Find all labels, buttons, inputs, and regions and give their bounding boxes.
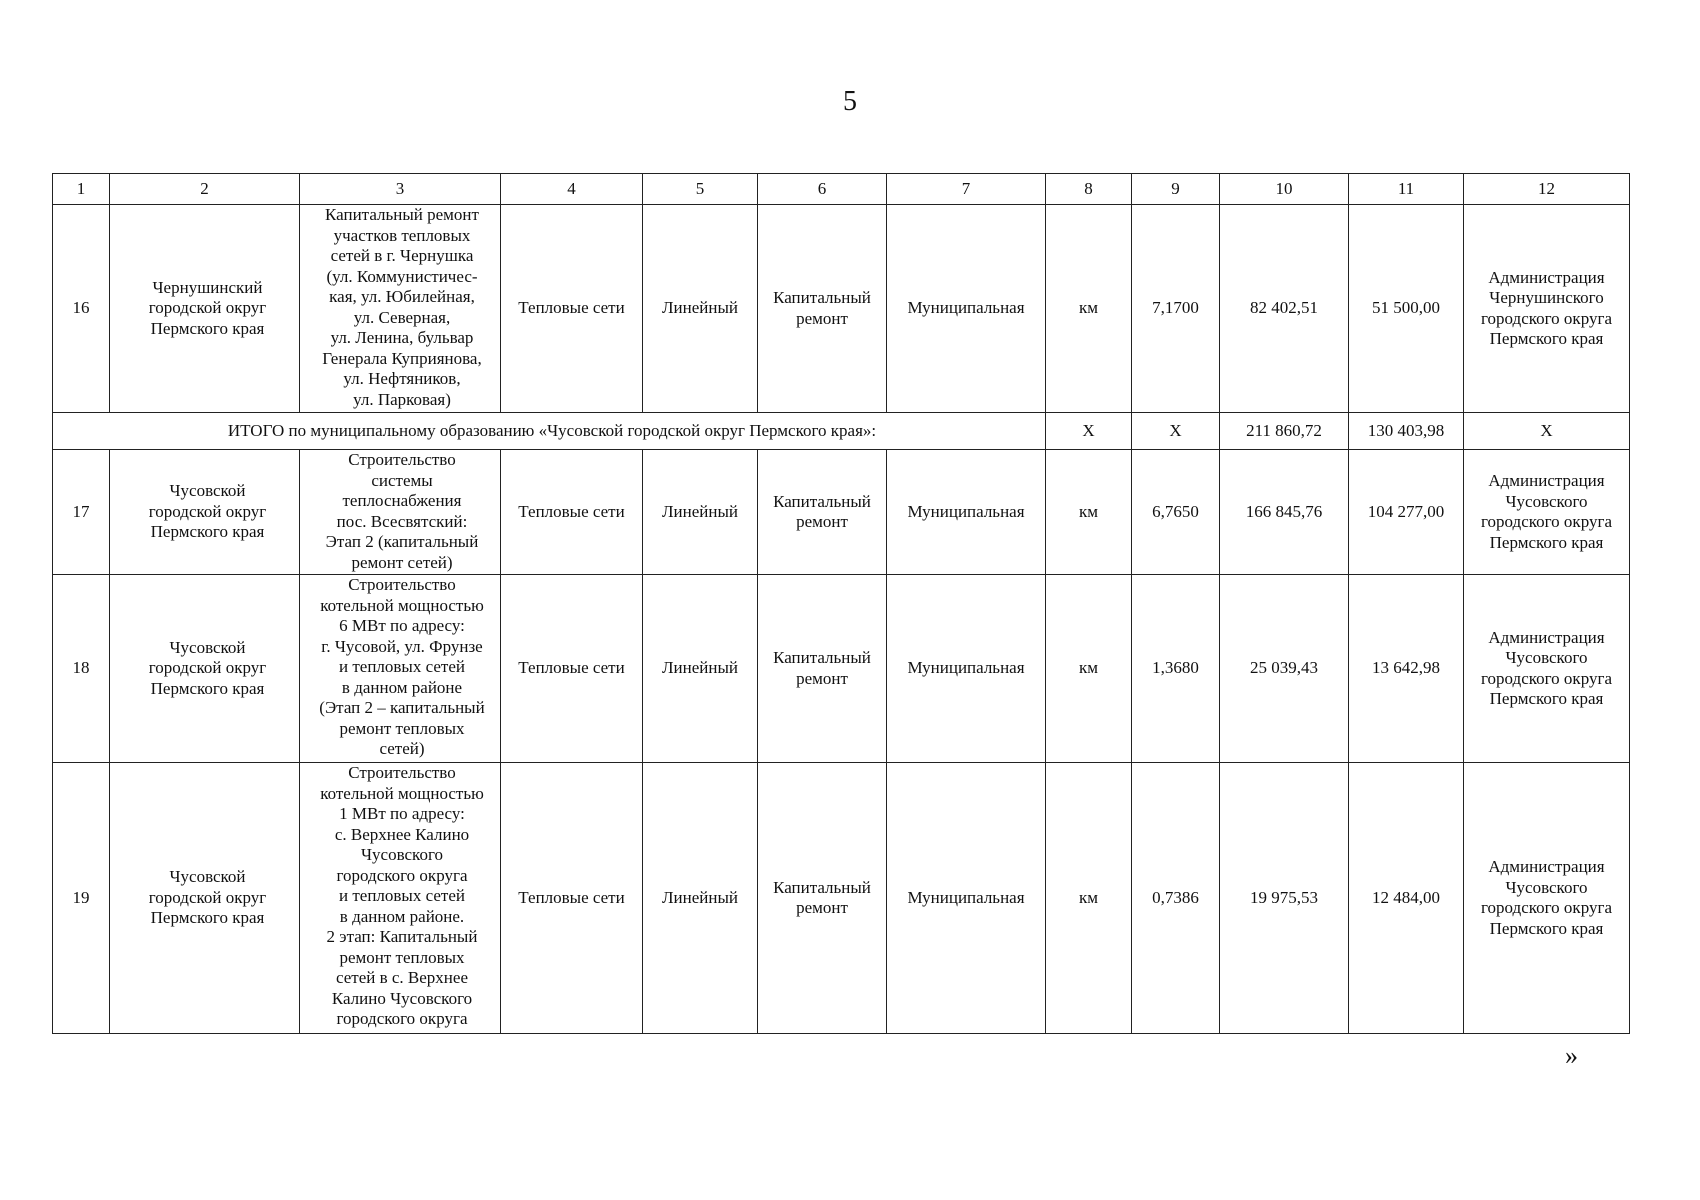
- municipality-cell: Чернушинский городской округ Пермского края: [148, 277, 267, 338]
- municipality-cell: Чусовской городской округ Пермского края: [148, 867, 267, 928]
- cost-budget-cell: 13 642,98: [1349, 575, 1464, 763]
- work-type-cell: Капитальный ремонт: [773, 491, 871, 531]
- cost-total-cell: 25 039,43: [1220, 575, 1349, 763]
- customer-cell: Администрация Чусовского городского округа Пермского края: [1480, 471, 1612, 552]
- object-type-cell: Тепловые сети: [501, 205, 643, 413]
- description-cell: Капитальный ремонт участков тепловых сетей в г. Чернушка (ул. Коммунистичес- кая, ул. Юбилейная, ул. Северная, ул. Ленина, бульвар Генерала Куприянова, ул. Нефтяников, ул. Парковая): [322, 205, 482, 409]
- work-type-cell: Капитальный ремонт: [773, 648, 871, 688]
- column-number: 10: [1220, 174, 1349, 205]
- closing-quote-mark: »: [1565, 1041, 1578, 1070]
- row-number: 16: [53, 205, 110, 413]
- work-type-cell: Капитальный ремонт: [773, 288, 871, 328]
- column-number-row: [53, 174, 1630, 205]
- table-row: [53, 763, 1630, 1034]
- table-row: [53, 575, 1630, 763]
- unit-cell: км: [1046, 575, 1132, 763]
- total-col12: X: [1464, 413, 1630, 450]
- quantity-cell: 1,3680: [1132, 575, 1220, 763]
- total-cost-total: 211 860,72: [1220, 413, 1349, 450]
- column-number: 7: [887, 174, 1046, 205]
- category-cell: Линейный: [643, 450, 758, 575]
- ownership-cell: Муниципальная: [887, 205, 1046, 413]
- municipality-cell: Чусовской городской округ Пермского края: [148, 637, 267, 698]
- category-cell: Линейный: [643, 763, 758, 1034]
- municipality-cell: Чусовской городской округ Пермского края: [148, 481, 267, 542]
- ownership-cell: Муниципальная: [887, 450, 1046, 575]
- category-cell: Линейный: [643, 205, 758, 413]
- object-type-cell: Тепловые сети: [501, 450, 643, 575]
- ownership-cell: Муниципальная: [887, 575, 1046, 763]
- column-number: 2: [110, 174, 300, 205]
- cost-budget-cell: 12 484,00: [1349, 763, 1464, 1034]
- description-cell: Строительство котельной мощностью 1 МВт по адресу: с. Верхнее Калино Чусовского городского округа и тепловых сетей в данном районе. 2 этап: Капитальный ремонт тепловых сетей в с. Верхнее Калино Чусовского городского округа: [320, 763, 484, 1028]
- column-number: 5: [643, 174, 758, 205]
- object-type-cell: Тепловые сети: [501, 763, 643, 1034]
- quantity-cell: 6,7650: [1132, 450, 1220, 575]
- column-number: 1: [53, 174, 110, 205]
- row-number: 17: [53, 450, 110, 575]
- column-number: 3: [300, 174, 501, 205]
- table-row: [53, 205, 1630, 413]
- work-type-cell: Капитальный ремонт: [773, 877, 871, 917]
- quantity-cell: 7,1700: [1132, 205, 1220, 413]
- cost-budget-cell: 104 277,00: [1349, 450, 1464, 575]
- total-cost-budget: 130 403,98: [1349, 413, 1464, 450]
- description-cell: Строительство системы теплоснабжения пос. Всесвятский: Этап 2 (капитальный ремонт сетей): [325, 450, 479, 572]
- total-label: ИТОГО по муниципальному образованию «Чусовской городской округ Пермского края»:: [53, 413, 1046, 450]
- total-col9: X: [1132, 413, 1220, 450]
- projects-table: [52, 173, 1630, 1034]
- description-cell: Строительство котельной мощностью 6 МВт по адресу: г. Чусовой, ул. Фрунзе и тепловых сетей в данном районе (Этап 2 – капитальный ремонт тепловых сетей): [319, 575, 485, 758]
- customer-cell: Администрация Чусовского городского округа Пермского края: [1480, 627, 1612, 708]
- column-number: 4: [501, 174, 643, 205]
- row-number: 19: [53, 763, 110, 1034]
- customer-cell: Администрация Чернушинского городского округа Пермского края: [1480, 267, 1612, 348]
- column-number: 11: [1349, 174, 1464, 205]
- cost-total-cell: 19 975,53: [1220, 763, 1349, 1034]
- row-number: 18: [53, 575, 110, 763]
- cost-budget-cell: 51 500,00: [1349, 205, 1464, 413]
- category-cell: Линейный: [643, 575, 758, 763]
- unit-cell: км: [1046, 450, 1132, 575]
- column-number: 9: [1132, 174, 1220, 205]
- ownership-cell: Муниципальная: [887, 763, 1046, 1034]
- object-type-cell: Тепловые сети: [501, 575, 643, 763]
- total-row: [53, 413, 1630, 450]
- cost-total-cell: 82 402,51: [1220, 205, 1349, 413]
- unit-cell: км: [1046, 763, 1132, 1034]
- table-row: [53, 450, 1630, 575]
- customer-cell: Администрация Чусовского городского округа Пермского края: [1480, 857, 1612, 938]
- total-col8: X: [1046, 413, 1132, 450]
- cost-total-cell: 166 845,76: [1220, 450, 1349, 575]
- column-number: 12: [1464, 174, 1630, 205]
- column-number: 8: [1046, 174, 1132, 205]
- page-number: 5: [843, 86, 857, 117]
- quantity-cell: 0,7386: [1132, 763, 1220, 1034]
- unit-cell: км: [1046, 205, 1132, 413]
- column-number: 6: [758, 174, 887, 205]
